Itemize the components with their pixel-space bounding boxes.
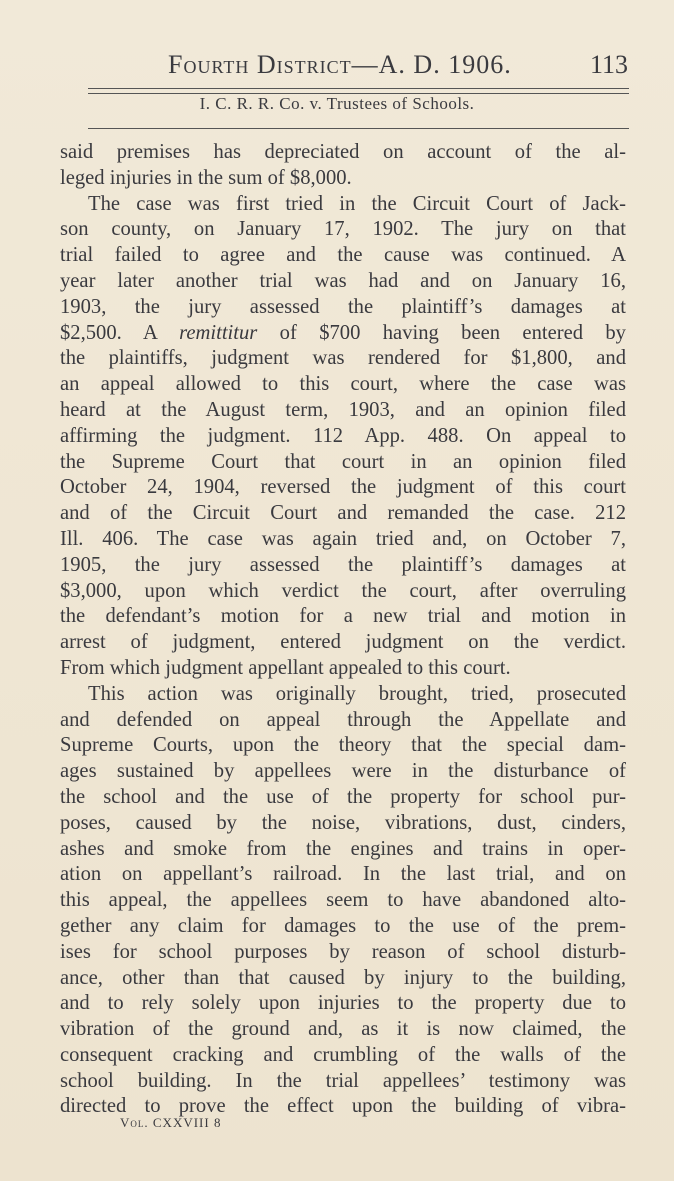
text-line: vibration of the ground and, as it is now claimed, the [60,1018,626,1041]
page-number: 113 [589,50,628,79]
header-rule-top [88,88,629,89]
text-line: the plaintiffs, judgment was rendered for $1,800, and [60,347,626,370]
text-line: the Supreme Court that court in an opinion filed [60,450,626,473]
text-line: year later another trial was had and on January 16, [60,269,626,292]
italic-term: remittitur [179,321,258,344]
text-line: Supreme Courts, upon the theory that the special dam- [60,734,626,757]
text-line: affirming the judgment. 112 App. 488. On appeal to [60,424,626,447]
text-line: this appeal, the appellees seem to have abandoned alto- [60,889,626,912]
text-line: $3,000, upon which verdict the court, after overruling [60,579,626,602]
text-line: and of the Circuit Court and remanded the case. 212 [60,502,626,525]
running-head [0,50,674,90]
text-line: poses, caused by the noise, vibrations, dust, cinders, [60,811,626,834]
text-line: arrest of judgment, entered judgment on the verdict. [60,631,626,654]
paragraph [60,192,626,682]
paragraph [60,682,626,1121]
text-line: and to rely solely upon injuries to the property due to [60,992,626,1015]
text-line: From which judgment appellant appealed to this court. [60,656,511,679]
body-text [60,140,626,1120]
text-line: leged injuries in the sum of $8,000. [60,166,352,189]
text-line: the school and the use of the property for school pur- [60,785,626,808]
text-line: heard at the August term, 1903, and an opinion filed [60,398,626,421]
paragraph [60,140,626,192]
text-line: October 24, 1904, reversed the judgment of this court [60,476,626,499]
text-line: directed to prove the effect upon the building of vibra- [60,1095,626,1118]
text-line: ashes and smoke from the engines and trains in oper- [60,837,626,860]
text-line: 1905, the jury assessed the plaintiff’s damages at [60,553,626,576]
text-line: ises for school purposes by reason of school disturb- [60,940,626,963]
text-line: an appeal allowed to this court, where the case was [60,373,626,396]
running-title: Fourth District—A. D. 1906. [168,50,512,79]
text-line: ation on appellant’s railroad. In the last trial, and on [60,863,626,886]
text-line: school building. In the trial appellees’ testimony was [60,1069,626,1092]
text-line: This action was originally brought, tried, prosecuted [88,682,626,705]
text-line: trial failed to agree and the cause was continued. A [60,244,626,267]
text-line: 1903, the jury assessed the plaintiff’s damages at [60,295,626,318]
text-line: son county, on January 17, 1902. The jury on that [60,218,626,241]
header-rule-bottom [88,128,629,129]
text-line: ages sustained by appellees were in the disturbance of [60,760,626,783]
text-line: ance, other than that caused by injury to the building, [60,966,626,989]
text-line: $2,500. A remittitur of $700 having been entered by [60,321,626,344]
text-line: the defendant’s motion for a new trial and motion in [60,605,626,628]
text-line: Ill. 406. The case was again tried and, on October 7, [60,527,626,550]
volume-signature: Vol. CXXVIII 8 [120,1115,222,1130]
case-caption: I. C. R. R. Co. v. Trustees of Schools. [199,94,475,113]
text-line: and defended on appeal through the Appellate and [60,708,626,731]
text-line: said premises has depreciated on account of the al- [60,141,626,163]
text-line: The case was first tried in the Circuit Court of Jack- [88,192,626,215]
text-line: gether any claim for damages to the use of the prem- [60,914,626,937]
text-line: consequent cracking and crumbling of the walls of the [60,1043,626,1066]
